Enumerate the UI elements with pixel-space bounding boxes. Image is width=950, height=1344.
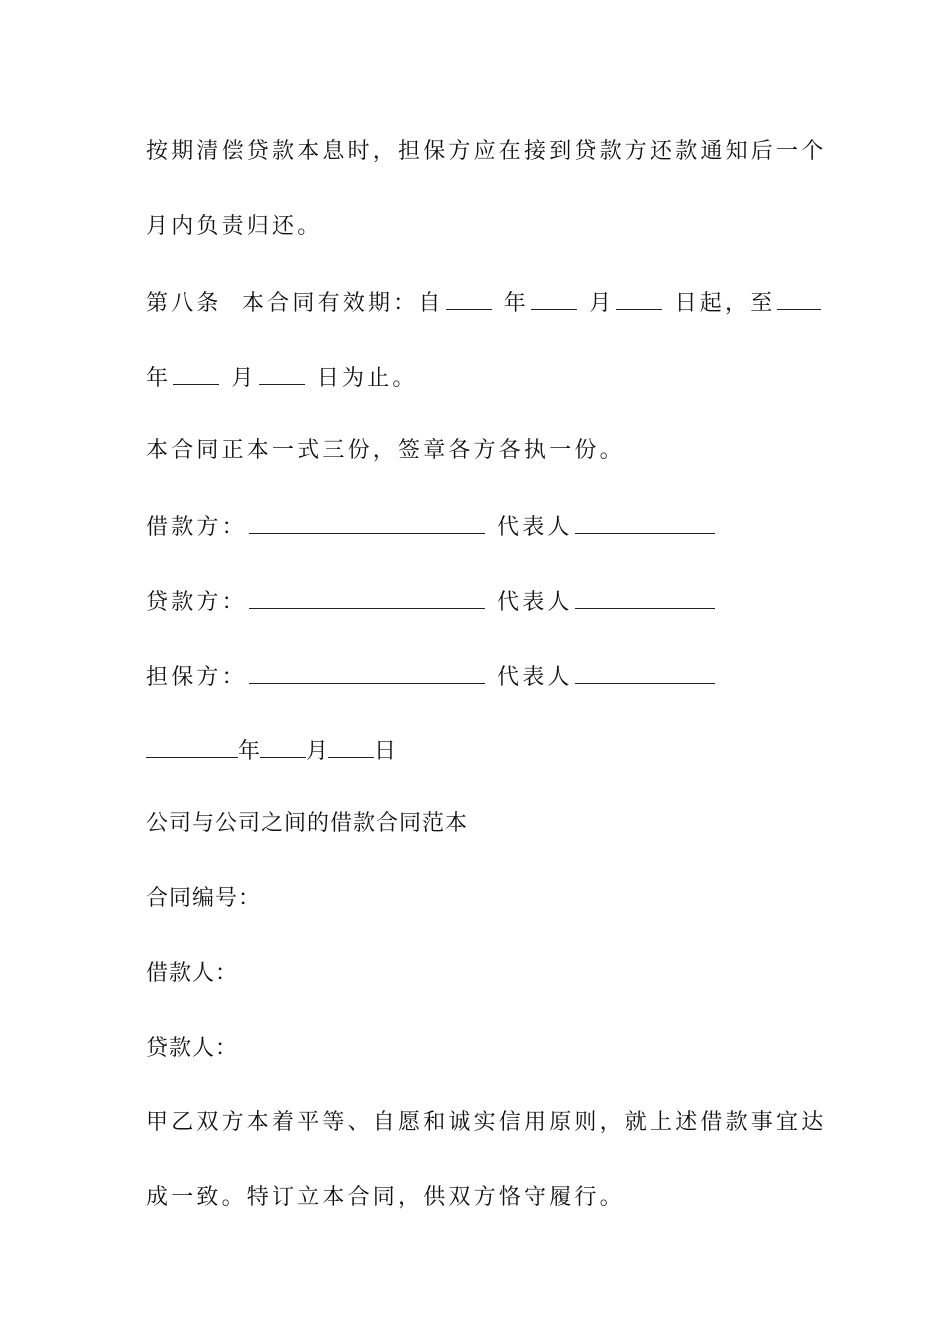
borrower-rep-label: 代表人	[497, 515, 573, 540]
guarantor-label: 担保方：	[146, 665, 247, 690]
date-day-blank	[328, 735, 374, 758]
paragraph-repayment-2: 月内负责归还。	[146, 214, 323, 239]
article-eight-prefix: 第八条 本合同有效期：自	[146, 291, 444, 316]
lender-rep-label: 代表人	[497, 590, 573, 615]
month-label: 月	[589, 291, 615, 316]
year-end-label: 年	[146, 366, 172, 391]
date-year-label: 年	[238, 739, 261, 764]
intro-paragraph-1: 甲乙双方本着平等、自愿和诚实信用原则，就上述借款事宜达	[146, 1110, 827, 1135]
month-blank	[531, 287, 577, 310]
borrower-label: 借款方：	[146, 515, 247, 540]
lender-rep-blank	[575, 586, 715, 609]
article-eight-line-2	[146, 362, 418, 394]
paragraph-repayment-1: 按期清偿贷款本息时，担保方应在接到贷款方还款通知后一个	[146, 139, 827, 164]
contract-number-label: 合同编号：	[146, 886, 262, 911]
borrower-blank	[249, 511, 485, 534]
day-to-label: 日为止。	[316, 366, 418, 391]
guarantor-rep-label: 代表人	[497, 665, 573, 690]
date-year-blank	[146, 735, 238, 758]
lender-blank	[249, 586, 485, 609]
lender-signature-row	[146, 586, 717, 618]
year-blank	[446, 287, 492, 310]
date-day-label: 日	[374, 739, 397, 764]
lender-person-label: 贷款人：	[146, 1036, 239, 1061]
lender-label: 贷款方：	[146, 590, 247, 615]
article-eight-line-1	[146, 287, 823, 319]
borrower-rep-blank	[575, 511, 715, 534]
borrower-person-label: 借款人：	[146, 961, 239, 986]
guarantor-blank	[249, 661, 485, 684]
copies-paragraph: 本合同正本一式三份，签章各方各执一份。	[146, 438, 625, 463]
date-month-blank	[260, 735, 306, 758]
date-line	[146, 735, 396, 767]
second-contract-title: 公司与公司之间的借款合同范本	[146, 811, 469, 836]
year-end-blank	[777, 287, 821, 310]
guarantor-rep-blank	[575, 661, 715, 684]
year-label: 年	[503, 291, 529, 316]
borrower-signature-row	[146, 511, 717, 543]
intro-paragraph-2: 成一致。特订立本合同，供双方恪守履行。	[146, 1185, 625, 1210]
guarantor-signature-row	[146, 661, 717, 693]
day-blank	[616, 287, 662, 310]
date-month-label: 月	[306, 739, 329, 764]
month-end-label: 月	[231, 366, 257, 391]
day-end-blank	[259, 362, 305, 385]
day-from-label: 日起，至	[674, 291, 776, 316]
month-end-blank	[173, 362, 219, 385]
